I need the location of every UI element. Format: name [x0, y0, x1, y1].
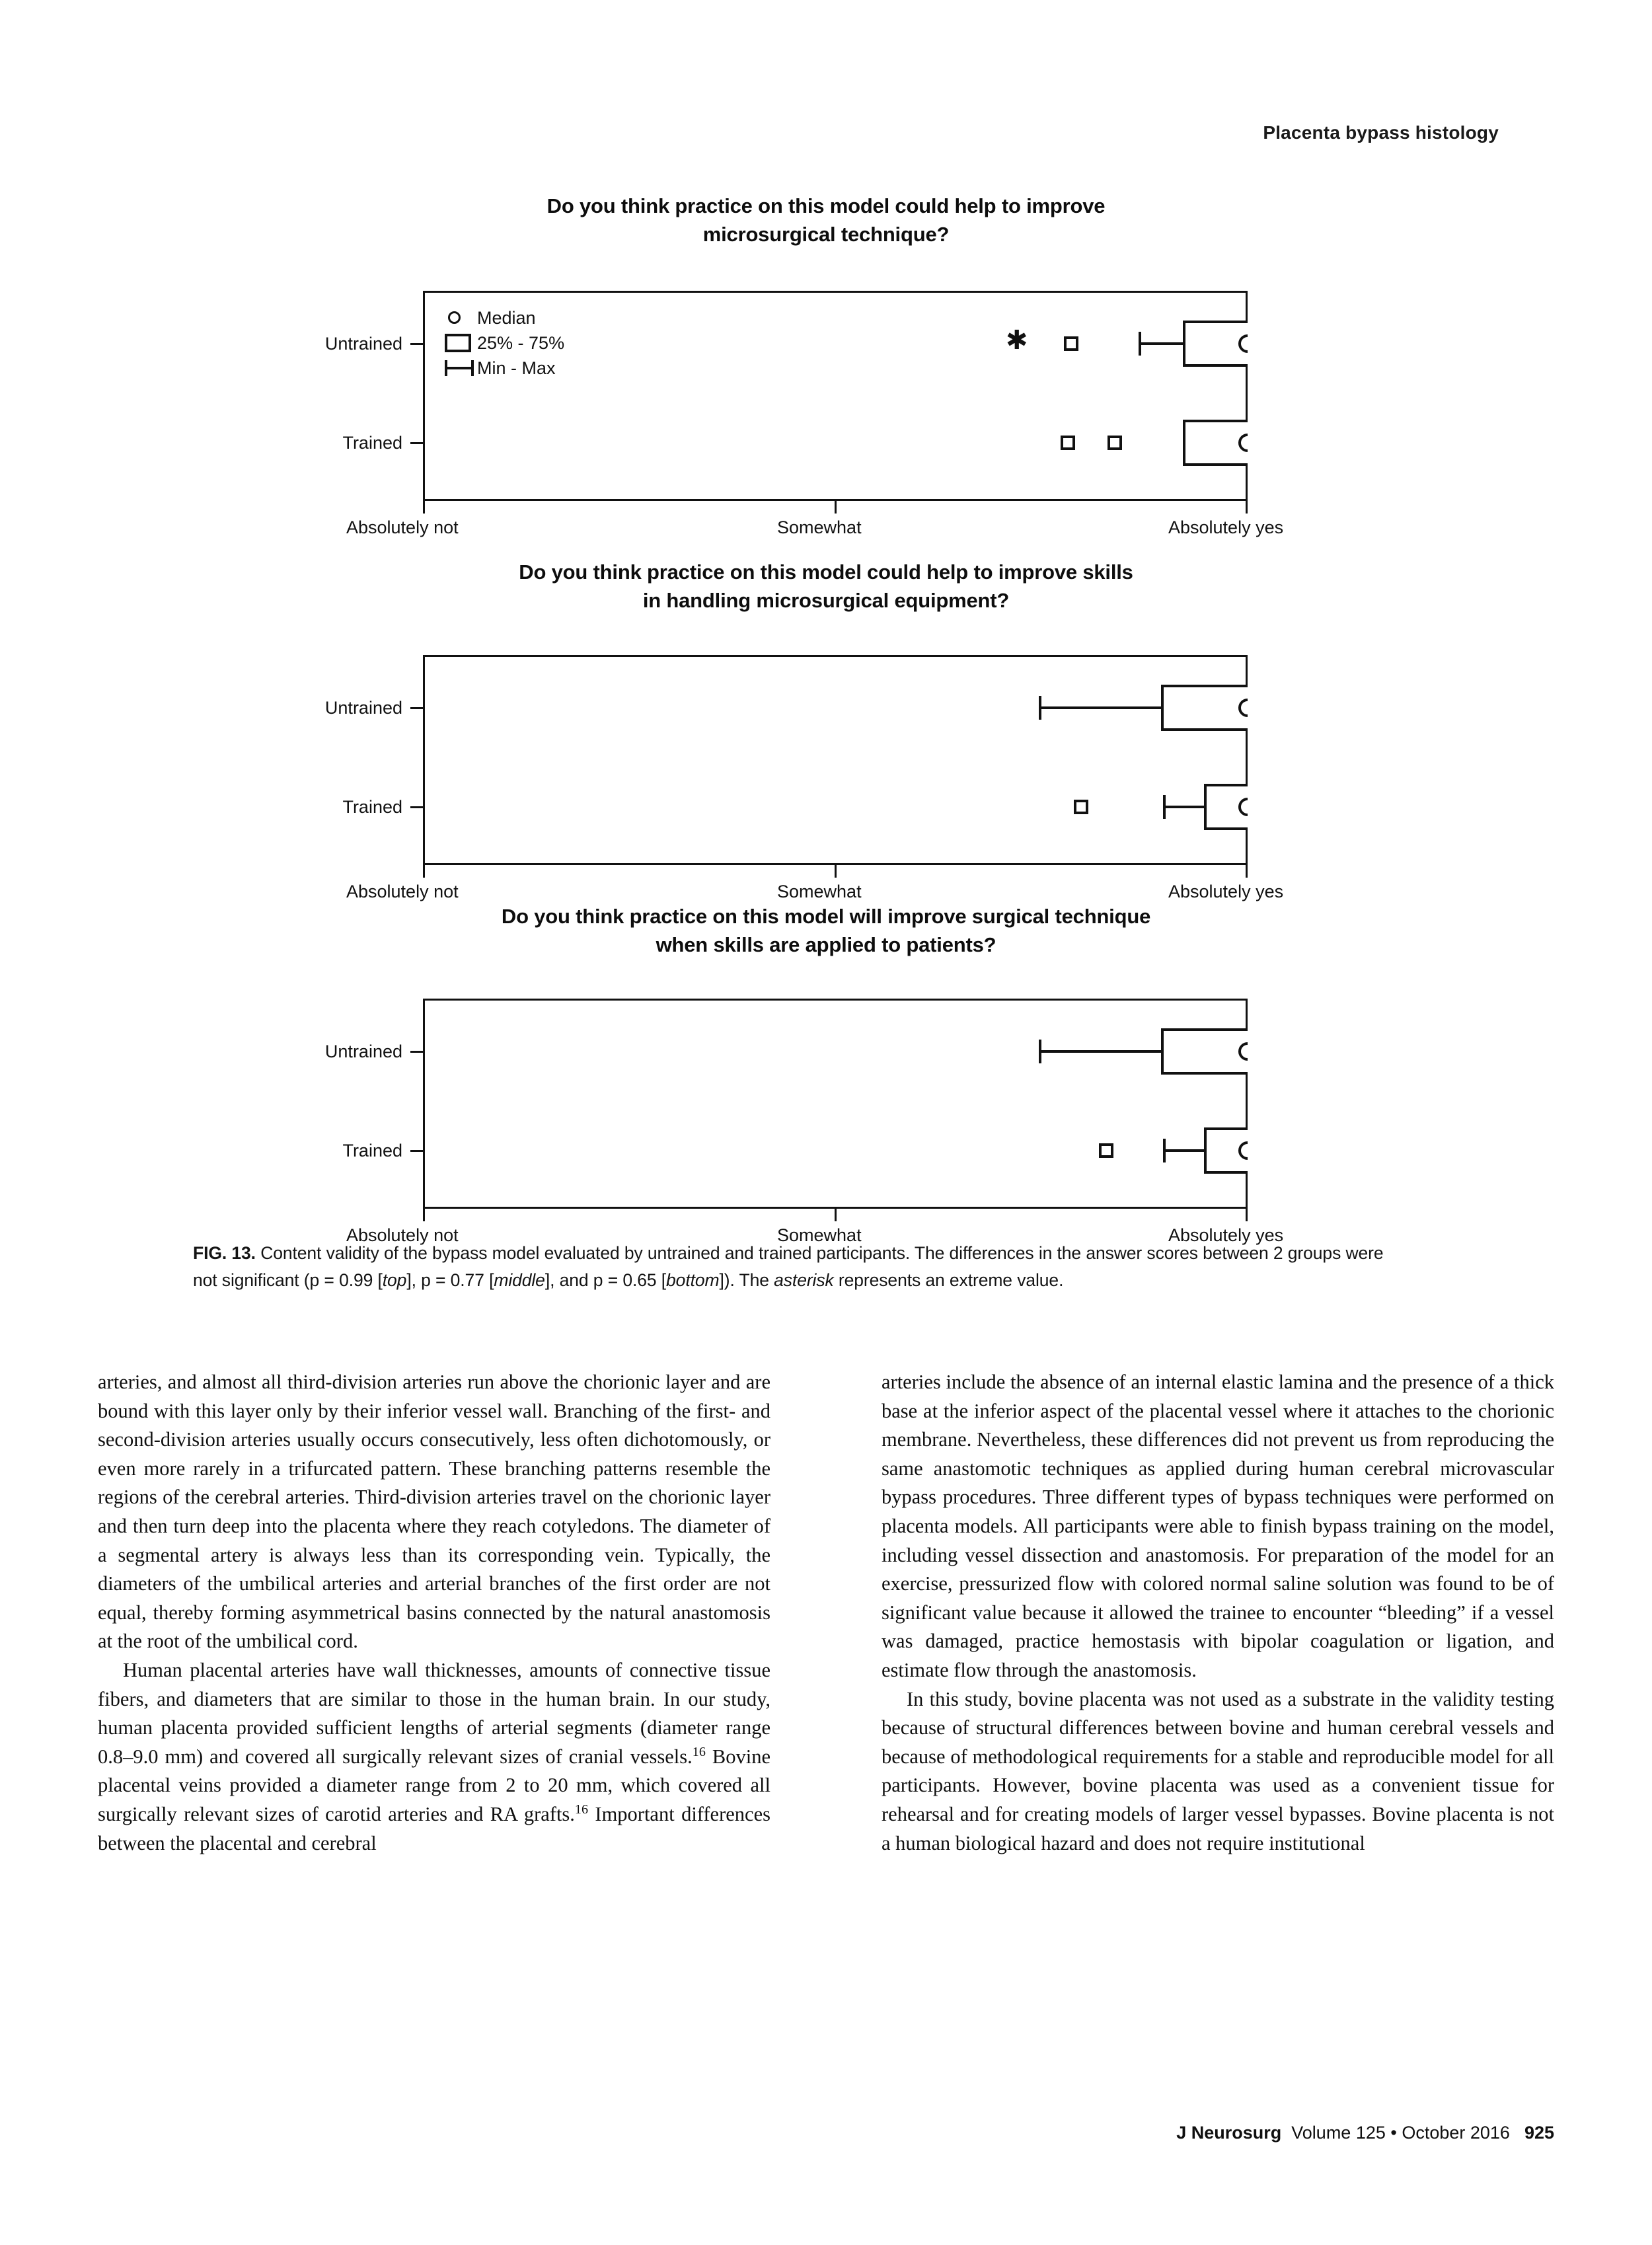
left-paragraph-2-part-c: Important differences between the placental and cerebral: [98, 1802, 770, 1854]
chart-top: [0, 194, 1652, 542]
chart-middle-untrained-whisker-cap-min: [1039, 696, 1041, 720]
chart-top-xtick-2: [1246, 501, 1248, 514]
chart-bottom-xtick-1: [835, 1209, 837, 1221]
chart-top-tick-trained: [410, 442, 423, 444]
median-circle-icon: [444, 307, 474, 329]
legend-entry-median: [444, 305, 564, 330]
chart-bottom-xlabel-0: Absolutely not: [346, 1225, 459, 1245]
chart-bottom-trained-whisker-cap-min: [1163, 1139, 1166, 1162]
chart-middle-xlabel-2: Absolutely yes: [1168, 882, 1284, 901]
figure-caption-part-1: Content validity of the bypass model evaluated by untrained and trained participants. The differences in the answer scores between 2 groups were not significant (p = 0.99 [: [193, 1243, 1384, 1290]
figure-caption-italic-bottom: bottom: [666, 1270, 720, 1290]
chart-middle-title-line1: Do you think practice on this model could help to improve skills: [519, 560, 1133, 584]
figure-caption-part-4: ]). The: [719, 1270, 774, 1290]
figure-caption-part-5: represents an extreme value.: [833, 1270, 1064, 1290]
chart-middle-xlabel-1: Somewhat: [777, 882, 862, 901]
chart-top-trained-outlier-2: [1108, 436, 1122, 450]
chart-bottom-xlabel-1: Somewhat: [777, 1225, 862, 1245]
chart-top-legend: [444, 305, 564, 381]
chart-bottom-untrained-box-clip: [1161, 1028, 1248, 1075]
chart-bottom-trained-outlier: [1099, 1143, 1113, 1158]
footer-issue: Volume 125 • October 2016: [1291, 2123, 1510, 2143]
chart-middle-xtick-0: [423, 865, 425, 878]
legend-label-median: Median: [477, 307, 536, 328]
chart-top-untrained-whisker-cap-min: [1139, 332, 1141, 356]
figure-caption-italic-middle: middle: [494, 1270, 545, 1290]
chart-bottom-xtick-0: [423, 1209, 425, 1221]
figure-caption-italic-asterisk: asterisk: [774, 1270, 834, 1290]
chart-middle-xtick-1: [835, 865, 837, 878]
reference-marker-16b: 16: [574, 1802, 589, 1817]
chart-middle-untrained-box: [1161, 685, 1248, 731]
chart-middle-label-trained: Trained: [342, 797, 402, 817]
chart-bottom-trained-box-clip: [1204, 1127, 1248, 1174]
chart-bottom-xlabel-2: Absolutely yes: [1168, 1225, 1284, 1245]
figure-caption-part-2: ], p = 0.77 [: [406, 1270, 494, 1290]
chart-top-trained-whisker-cap-min: [1183, 431, 1185, 455]
chart-middle-untrained-whisker: [1039, 706, 1163, 709]
chart-middle-trained-outlier: [1074, 800, 1088, 814]
chart-top-xlabel-1: Somewhat: [777, 517, 862, 537]
figure-caption: [193, 1240, 1389, 1294]
chart-middle-label-untrained: Untrained: [324, 698, 402, 718]
left-paragraph-2-part-a: Human placental arteries have wall thicknesses, amounts of connective tissue fibers, and diameters that are similar to those in the human brain. In our study, human placenta provided sufficient lengths of arterial segments (diameter range 0.8–9.0 mm) and covered all surgically relevant sizes of cranial vessels.: [98, 1658, 770, 1768]
chart-middle-tick-untrained: [410, 707, 423, 709]
chart-bottom-plot-area: [423, 999, 1248, 1209]
figure-13: [0, 194, 1652, 1245]
chart-top-xtick-0: [423, 501, 425, 514]
chart-middle-untrained-box-clip: [1161, 685, 1248, 731]
chart-top-trained-outlier-1: [1061, 436, 1075, 450]
chart-middle-trained-box-clip: [1204, 784, 1248, 830]
chart-bottom-title-line2: when skills are applied to patients?: [656, 933, 996, 956]
footer-page-number: 925: [1524, 2123, 1554, 2143]
left-paragraph-2-part-b: Bovine placental veins provided a diameter range from 2 to 20 mm, which covered all surgically relevant sizes of carotid arteries and RA grafts.: [98, 1745, 770, 1825]
body-column-left: [98, 1368, 770, 1858]
chart-top-tick-untrained: [410, 343, 423, 345]
body-column-right: [882, 1368, 1554, 1858]
quartile-box-icon: [444, 332, 474, 354]
chart-bottom-tick-trained: [410, 1150, 423, 1152]
chart-bottom-label-untrained: Untrained: [324, 1042, 402, 1061]
legend-label-minmax: Min - Max: [477, 358, 556, 378]
chart-middle-xlabel-0: Absolutely not: [346, 882, 459, 901]
chart-middle-trained-whisker-cap-min: [1163, 795, 1166, 819]
chart-top-untrained-extreme-asterisk: ✱: [1006, 326, 1028, 355]
chart-top-label-untrained: Untrained: [324, 334, 402, 354]
chart-middle-tick-trained: [410, 806, 423, 808]
chart-bottom-untrained-box: [1161, 1028, 1248, 1075]
chart-bottom-xtick-2: [1246, 1209, 1248, 1221]
chart-middle-title-line2: in handling microsurgical equipment?: [642, 589, 1010, 612]
reference-marker-16a: 16: [692, 1744, 706, 1759]
legend-label-quartiles: 25% - 75%: [477, 332, 565, 353]
chart-middle-plot-area: [423, 655, 1248, 865]
chart-top-xlabel-2: Absolutely yes: [1168, 517, 1284, 537]
chart-middle-xtick-2: [1246, 865, 1248, 878]
figure-caption-italic-top: top: [382, 1270, 407, 1290]
chart-bottom-label-trained: Trained: [342, 1141, 402, 1161]
chart-top-trained-box-clip: [1183, 420, 1248, 466]
right-paragraph-2: In this study, bovine placenta was not used as a substrate in the validity testing because of structural differences between bovine and human cerebral vessels and because of methodological requirements for a stable and reproducible model for all participants. However, bovine placenta was used as a convenient tissue for rehearsal and for creating models of larger vessel bypasses. Bovine placenta is not a human biological hazard and does not require institutional: [882, 1687, 1554, 1854]
running-head: Placenta bypass histology: [1263, 122, 1499, 143]
chart-top-label-trained: Trained: [342, 433, 402, 453]
page-footer: [1176, 2123, 1554, 2143]
chart-bottom-tick-untrained: [410, 1051, 423, 1053]
chart-top-untrained-box-clip: [1183, 321, 1248, 367]
chart-top-title-line2: microsurgical technique?: [702, 223, 950, 246]
chart-top-xlabel-0: Absolutely not: [346, 517, 459, 537]
right-paragraph-1: arteries include the absence of an internal elastic lamina and the presence of a thick base at the inferior aspect of the placental vessel where it attaches to the chorionic membrane. Nevertheless, these differences did not prevent us from reproducing the same anastomotic techniques as applied during human cerebral microvascular bypass procedures. Three different types of bypass techniques were performed on placenta models. All participants were able to finish bypass training on the model, including vessel dissection and anastomosis. For preparation of the model for an exercise, pressurized flow with colored normal saline solution was found to be of significant value because it allowed the trainee to encounter “bleeding” if a vessel was damaged, practice hemostasis with bipolar coagulation or ligation, and estimate flow through the anastomosis.: [882, 1371, 1554, 1681]
chart-bottom-untrained-whisker-cap-min: [1039, 1040, 1041, 1063]
chart-top-xtick-1: [835, 501, 837, 514]
chart-middle: [0, 542, 1652, 901]
legend-entry-quartiles: [444, 330, 564, 356]
legend-entry-minmax: [444, 356, 564, 381]
figure-caption-part-3: ], and p = 0.65 [: [544, 1270, 667, 1290]
chart-bottom-untrained-whisker: [1039, 1050, 1163, 1053]
chart-top-title-line1: Do you think practice on this model could help to improve: [546, 194, 1106, 217]
minmax-whisker-icon: [444, 357, 474, 379]
figure-caption-label: FIG. 13.: [193, 1243, 256, 1263]
chart-top-untrained-outlier: [1064, 336, 1078, 351]
left-paragraph-1: arteries, and almost all third-division arteries run above the chorionic layer and are bound with this layer only by their inferior vessel wall. Branching of the first- and second-division arteries usually occurs consecutively, less often dichotomously, or even more rarely in a trifurcated pattern. These branching patterns resemble the regions of the cerebral arteries. Third-division arteries travel on the chorionic layer and then turn deep into the placenta where they reach cotyledons. The diameter of a segmental artery is always less than its corresponding vein. Typically, the diameters of the umbilical arteries and arterial branches of the first order are not equal, thereby forming asymmetrical basins connected by the natural anastomosis at the root of the umbilical cord.: [98, 1371, 770, 1653]
footer-journal-name: J Neurosurg: [1176, 2123, 1282, 2143]
chart-bottom: [0, 886, 1652, 1245]
left-paragraph-2: [98, 1656, 770, 1858]
chart-bottom-title-line1: Do you think practice on this model will improve surgical technique: [501, 905, 1151, 928]
